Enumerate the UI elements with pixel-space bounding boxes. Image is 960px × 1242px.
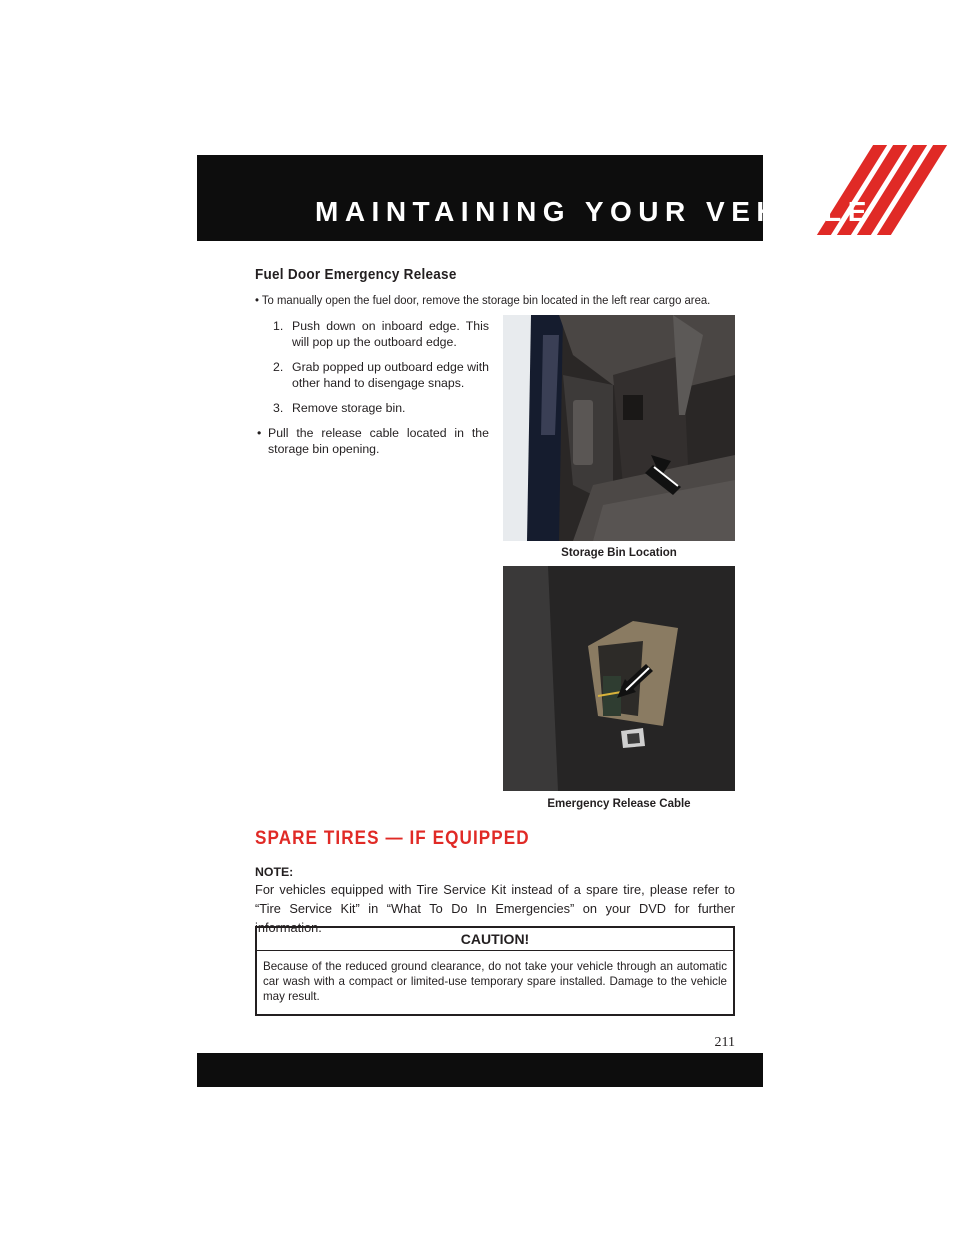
- instruction-list: [255, 318, 489, 457]
- list-item: [255, 425, 489, 457]
- page-number: 211: [714, 1035, 735, 1050]
- footer-band: [197, 1053, 763, 1087]
- header-band: [197, 155, 873, 241]
- cargo-area-illustration: [503, 315, 735, 541]
- figure-caption: Emergency Release Cable: [547, 798, 691, 810]
- caution-box: [255, 926, 735, 1016]
- bullet-text: Pull the release cable located in the storage bin opening.: [268, 426, 489, 456]
- release-cable-photo: [503, 566, 735, 791]
- section-heading: SPARE TIRES — IF EQUIPPED: [255, 828, 530, 849]
- release-cable-illustration: [503, 566, 735, 791]
- step-text: Push down on inboard edge. This will pop up the outboard edge.: [292, 319, 489, 349]
- list-item: [255, 400, 489, 416]
- caution-text: Because of the reduced ground clearance, do not take your vehicle through an automatic car wash with a compact or limited-use temporary spare installed. Damage to the vehicle may result.: [263, 960, 727, 1003]
- subsection-heading: Fuel Door Emergency Release: [255, 266, 457, 283]
- step-number: 1.: [273, 319, 284, 333]
- step-number: 2.: [273, 360, 284, 374]
- figure-caption: Storage Bin Location: [561, 547, 677, 559]
- list-item: [255, 359, 489, 391]
- step-text: Grab popped up outboard edge with other hand to disengage snaps.: [292, 360, 489, 390]
- chapter-title: MAINTAINING YOUR VEHICLE: [315, 196, 873, 227]
- list-item: [255, 318, 489, 350]
- intro-bullet: • To manually open the fuel door, remove the storage bin located in the left rear cargo area.: [255, 293, 711, 307]
- storage-bin-photo: [503, 315, 735, 541]
- note-text: For vehicles equipped with Tire Service Kit instead of a spare tire, please refer to “Tire Service Kit” in “What To Do In Emergencies” on your DVD for further information.: [255, 882, 735, 935]
- note-label: NOTE:: [255, 865, 294, 879]
- caution-heading: CAUTION!: [257, 928, 733, 951]
- step-number: 3.: [273, 401, 284, 415]
- bullet-mark: •: [257, 426, 262, 440]
- step-text: Remove storage bin.: [292, 401, 406, 415]
